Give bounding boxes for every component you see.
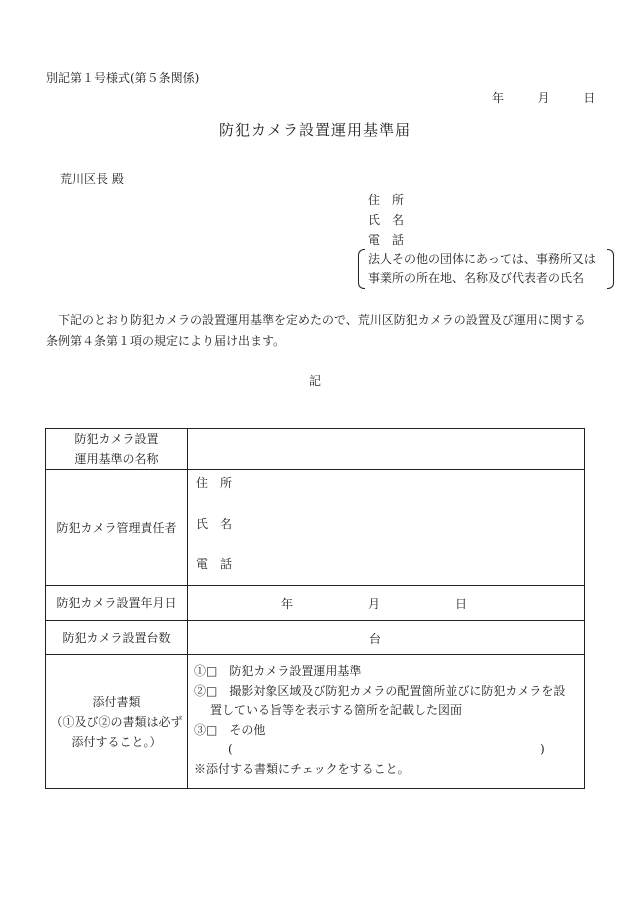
document-title: 防犯カメラ設置運用基準届 [218, 121, 411, 139]
corporate-note-line1: 法人その他の団体にあっては、事務所又は [368, 252, 596, 266]
install-day-label: 日 [455, 597, 468, 611]
label-attachments-line1: 添付書類 [92, 694, 141, 709]
value-standard-name[interactable] [188, 429, 585, 470]
corporate-note-line2: 事業所の所在地、名称及び代表者の氏名 [368, 271, 585, 285]
attachment-item3-checkbox[interactable]: ③□ その他 [194, 722, 266, 737]
camera-count-unit: 台 [369, 632, 382, 646]
applicant-address-label: 住 所 [368, 193, 405, 207]
row-standard-name [46, 429, 585, 470]
label-standard-name [46, 429, 188, 470]
label-attachments-line2: （①及び②の書類は必ず [50, 714, 183, 729]
manager-address-label: 住 所 [196, 476, 233, 490]
row-camera-count [46, 621, 585, 655]
row-install-date [46, 586, 585, 621]
applicant-phone-label: 電 話 [368, 233, 405, 247]
label-attachments [46, 655, 188, 789]
manager-name-label: 氏 名 [196, 517, 233, 531]
date-year: 年 [492, 91, 505, 105]
submission-date [492, 89, 595, 106]
addressee: 荒川区長 殿 [60, 172, 124, 186]
value-manager[interactable] [188, 470, 585, 586]
left-bracket [358, 249, 365, 289]
attachment-other-field[interactable] [188, 740, 584, 760]
label-manager: 防犯カメラ管理責任者 [46, 470, 188, 586]
row-manager [46, 470, 585, 586]
date-month: 月 [537, 91, 550, 105]
value-install-date[interactable] [188, 586, 585, 621]
label-attachments-line3: 添付すること。） [71, 734, 162, 749]
value-attachments [188, 655, 585, 789]
value-camera-count[interactable] [188, 621, 585, 655]
right-bracket [607, 249, 614, 289]
other-paren-close: ) [540, 742, 545, 756]
form-number: 別記第１号様式(第５条関係) [46, 71, 200, 85]
other-paren-open: ( [228, 742, 233, 756]
attachment-item1-checkbox[interactable]: ①□ 防犯カメラ設置運用基準 [194, 664, 362, 678]
label-standard-name-line1: 防犯カメラ設置 [74, 432, 159, 446]
body-text: 下記のとおり防犯カメラの設置運用基準を定めたので、荒川区防犯カメラの設置及び運用に関する条例第４条第１項の規定により届け出ます。 [46, 313, 586, 348]
label-install-date: 防犯カメラ設置年月日 [46, 586, 188, 621]
install-year-label: 年 [281, 597, 294, 611]
install-month-label: 月 [368, 597, 381, 611]
manager-phone-label: 電 話 [196, 557, 233, 571]
notification-table [45, 428, 585, 789]
applicant-name-label: 氏 名 [368, 213, 405, 227]
attachment-item2-checkbox[interactable]: ②□ 撮影対象区域及び防犯カメラの配置箇所並びに防犯カメラを設 [194, 683, 566, 698]
row-attachments [46, 655, 585, 789]
corporate-note-bracket [358, 249, 614, 287]
attachment-item2-line2: 置している旨等を表示する箇所を記載した図面 [210, 703, 463, 717]
date-day: 日 [583, 91, 596, 105]
label-standard-name-line2: 運用基準の名称 [74, 452, 159, 466]
attachment-note: ※添付する書類にチェックをすること。 [194, 761, 410, 776]
ki-heading: 記 [308, 374, 321, 388]
label-camera-count: 防犯カメラ設置台数 [46, 621, 188, 655]
